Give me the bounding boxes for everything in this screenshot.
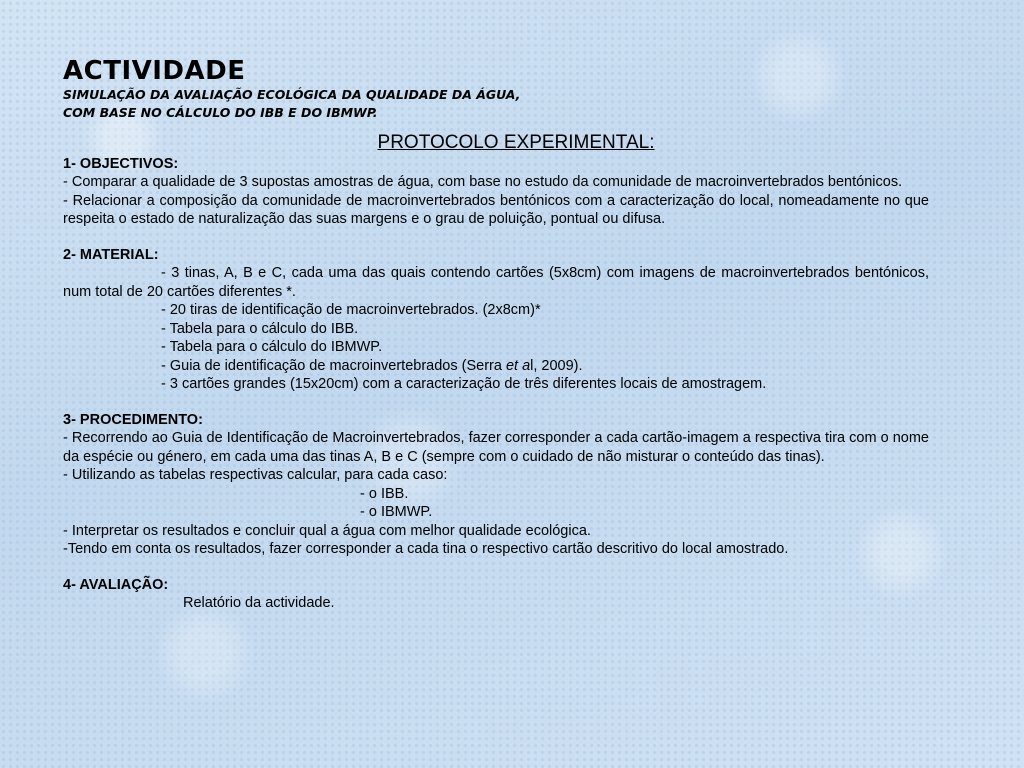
- procedure-step: -Tendo em conta os resultados, fazer corresponder a cada tina o respectivo cartão descritivo do local amostrado.: [63, 541, 789, 557]
- material-item: - 3 tinas, A, B e C, cada uma das quais contendo cartões (5x8cm) com imagens de macroinvertebrados bentónicos, num total de 20 cartões diferentes *.: [63, 265, 929, 300]
- protocol-title: PROTOCOLO EXPERIMENTAL:: [377, 132, 655, 153]
- procedure-step: - Interpretar os resultados e concluir qual a água com melhor qualidade ecológica.: [63, 522, 591, 539]
- material-item: - Tabela para o cálculo do IBB.: [161, 320, 359, 337]
- guide-text-suffix: l, 2009).: [530, 357, 583, 374]
- material-item: - 3 cartões grandes (15x20cm) com a caracterização de três diferentes locais de amostragem.: [161, 376, 767, 392]
- material-item: - 20 tiras de identificação de macroinvertebrados. (2x8cm)*: [161, 302, 541, 318]
- objective-item: - Relacionar a composição da comunidade de macroinvertebrados bentónicos com a caracterização do local, nomeadamente no que respeita o estado de naturalização das suas margens e o grau de poluição, pontual ou difusa.: [63, 192, 929, 227]
- material-title: 2- MATERIAL:: [63, 246, 159, 263]
- evaluation-text: Relatório da actividade.: [183, 595, 335, 611]
- document: [63, 56, 929, 613]
- guide-text-prefix: - Guia de identificação de macroinvertebrados (Serra: [161, 357, 506, 374]
- procedure-step: - Recorrendo ao Guia de Identificação de Macroinvertebrados, fazer corresponder a cada cartão-imagem a respectiva tira com o nome da espécie ou género, em cada uma das tinas A, B e C (sempre com o cuidado de não misturar o conteúdo das tinas).: [63, 430, 929, 465]
- material-item-guide: [63, 357, 929, 376]
- objectives-title: 1- OBJECTIVOS:: [63, 155, 179, 172]
- evaluation-title: 4- AVALIAÇÃO:: [63, 576, 169, 593]
- procedure-sub-item: - o IBB.: [360, 485, 409, 502]
- activity-subtitle-line-1: SIMULAÇÃO DA AVALIAÇÃO ECOLÓGICA DA QUALIDADE DA ÁGUA,: [63, 87, 521, 102]
- activity-title: ACTIVIDADE: [63, 56, 246, 86]
- activity-subtitle-line-2: COM BASE NO CÁLCULO DO IBB E DO IBMWP.: [63, 105, 378, 120]
- procedure-sub-item: - o IBMWP.: [360, 504, 433, 520]
- material-item: - Tabela para o cálculo do IBMWP.: [161, 339, 383, 355]
- procedure-title: 3- PROCEDIMENTO:: [63, 411, 203, 428]
- guide-text-italic: et a: [505, 357, 531, 374]
- objective-item: - Comparar a qualidade de 3 supostas amostras de água, com base no estudo da comunidade de macroinvertebrados bentónicos.: [63, 174, 903, 190]
- procedure-step: - Utilizando as tabelas respectivas calcular, para cada caso:: [63, 467, 448, 483]
